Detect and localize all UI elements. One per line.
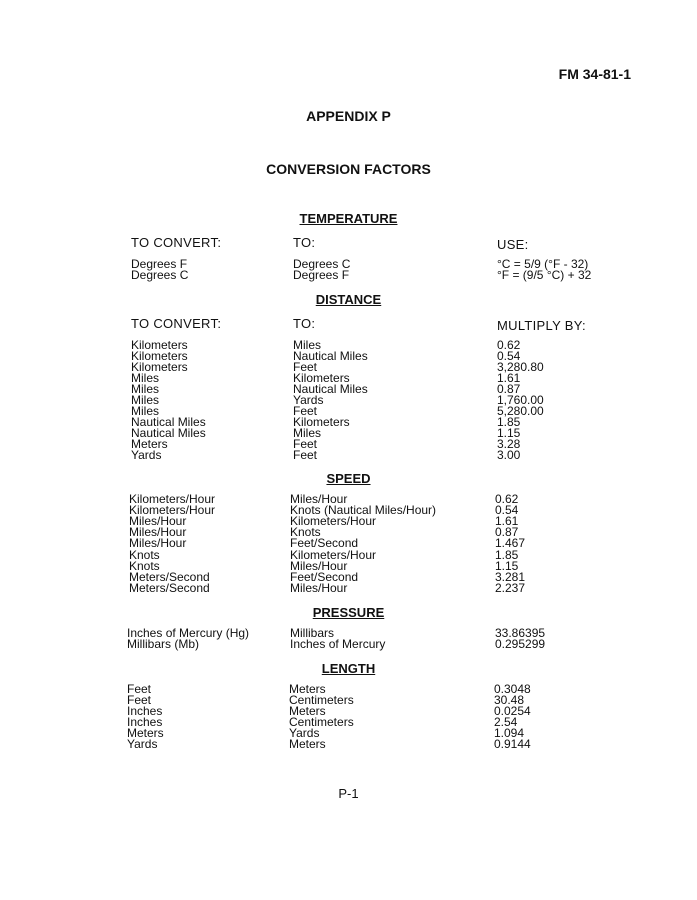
length-row-0-factor: 0.3048 [494, 682, 531, 696]
distance-row-3-convert-to: Kilometers [293, 371, 350, 385]
pressure-row-1-convert-from: Millibars (Mb) [127, 637, 199, 651]
length-row-5-convert-from: Yards [127, 737, 158, 751]
pressure-row-0-convert-to: Millibars [290, 626, 335, 640]
temperature-row-0-use: °C = 5/9 (°F - 32) [497, 257, 589, 271]
speed-row-3-factor: 0.87 [495, 525, 519, 540]
distance-row-10-convert-from: Yards [131, 448, 162, 462]
page-title: CONVERSION FACTORS [266, 161, 431, 177]
length-row-0-convert-to: Meters [289, 682, 326, 696]
speed-row-5-factor: 1.85 [495, 547, 519, 562]
distance-row-8-convert-from: Nautical Miles [131, 426, 206, 440]
speed-row-3-convert-from: Miles/Hour [129, 525, 187, 540]
distance-row-6-factor: 5,280.00 [497, 404, 544, 418]
distance-row-9-convert-to: Feet [293, 437, 318, 451]
speed-row-1-convert-to: Knots (Nautical Miles/Hour) [290, 503, 437, 518]
temperature-col-to: TO: [293, 235, 316, 250]
speed-row-8-convert-to: Miles/Hour [290, 580, 348, 595]
distance-heading: DISTANCE [315, 292, 382, 307]
speed-row-3-convert-to: Knots [290, 525, 321, 540]
speed-row-7-convert-from: Meters/Second [129, 569, 210, 584]
speed-row-4-convert-to: Feet/Second [290, 536, 359, 551]
length-row-2-convert-to: Meters [289, 704, 326, 718]
length-heading: LENGTH [321, 661, 376, 676]
distance-row-2-convert-to: Feet [293, 360, 318, 374]
distance-col-to: TO: [293, 316, 316, 331]
temperature-col-from: TO CONVERT: [131, 235, 222, 250]
distance-row-1-convert-from: Kilometers [131, 349, 188, 363]
distance-row-3-convert-from: Miles [131, 371, 160, 385]
distance-row-5-convert-from: Miles [131, 393, 160, 407]
speed-row-4-factor: 1.467 [495, 536, 526, 551]
pressure-row-1-factor: 0.295299 [495, 637, 546, 651]
temperature-row-0-convert-to: Degrees C [293, 257, 351, 271]
temperature-row-0-convert-from: Degrees F [131, 257, 188, 271]
distance-col-from: TO CONVERT: [131, 316, 222, 331]
speed-row-7-factor: 3.281 [495, 569, 526, 584]
distance-row-4-convert-to: Nautical Miles [293, 382, 368, 396]
speed-row-6-factor: 1.15 [495, 558, 519, 573]
speed-row-0-factor: 0.62 [495, 492, 519, 506]
length-row-5-factor: 0.9144 [494, 737, 531, 751]
length-row-5-convert-to: Meters [289, 737, 326, 751]
temperature-heading: TEMPERATURE [299, 211, 398, 226]
distance-row-5-factor: 1,760.00 [497, 393, 544, 407]
distance-row-7-convert-to: Kilometers [293, 415, 350, 429]
speed-row-5-convert-to: Kilometers/Hour [290, 547, 377, 562]
length-row-4-convert-to: Yards [289, 726, 320, 740]
distance-row-1-convert-to: Nautical Miles [293, 349, 368, 363]
length-row-3-factor: 2.54 [494, 715, 518, 729]
distance-row-3-factor: 1.61 [497, 371, 521, 385]
distance-row-9-factor: 3.28 [497, 437, 521, 451]
speed-row-1-factor: 0.54 [495, 503, 519, 518]
distance-row-9-convert-from: Meters [131, 437, 168, 451]
distance-row-2-convert-from: Kilometers [131, 360, 188, 374]
pressure-row-0-factor: 33.86395 [495, 626, 546, 640]
length-row-0-convert-from: Feet [127, 682, 152, 696]
speed-row-1-convert-from: Kilometers/Hour [129, 503, 216, 518]
speed-row-8-factor: 2.237 [495, 580, 526, 595]
distance-row-4-convert-from: Miles [131, 382, 160, 396]
pressure-heading: PRESSURE [312, 605, 385, 620]
length-row-1-convert-from: Feet [127, 693, 152, 707]
distance-row-2-factor: 3,280.80 [497, 360, 544, 374]
distance-row-7-convert-from: Nautical Miles [131, 415, 206, 429]
distance-row-8-convert-to: Miles [293, 426, 322, 440]
speed-row-2-convert-from: Miles/Hour [129, 514, 187, 529]
speed-row-0-convert-from: Kilometers/Hour [129, 492, 216, 506]
temperature-row-1-convert-from: Degrees C [131, 268, 189, 282]
distance-row-6-convert-from: Miles [131, 404, 160, 418]
length-row-1-factor: 30.48 [494, 693, 525, 707]
page-number: P-1 [338, 786, 359, 801]
speed-row-7-convert-to: Feet/Second [290, 569, 359, 584]
document-id: FM 34-81-1 [558, 66, 631, 82]
distance-row-4-factor: 0.87 [497, 382, 521, 396]
length-row-1-convert-to: Centimeters [289, 693, 354, 707]
appendix-title: APPENDIX P [306, 108, 391, 124]
distance-col-factor: MULTIPLY BY: [497, 318, 586, 333]
speed-row-8-convert-from: Meters/Second [129, 580, 210, 595]
speed-row-6-convert-to: Miles/Hour [290, 558, 348, 573]
speed-row-6-convert-from: Knots [129, 558, 160, 573]
speed-row-2-convert-to: Kilometers/Hour [290, 514, 377, 529]
distance-row-8-factor: 1.15 [497, 426, 521, 440]
distance-row-7-factor: 1.85 [497, 415, 521, 429]
length-row-2-convert-from: Inches [127, 704, 163, 718]
speed-row-2-factor: 1.61 [495, 514, 519, 529]
length-row-3-convert-from: Inches [127, 715, 163, 729]
distance-row-6-convert-to: Feet [293, 404, 318, 418]
pressure-row-0-convert-from: Inches of Mercury (Hg) [127, 626, 250, 640]
distance-row-5-convert-to: Yards [293, 393, 324, 407]
speed-row-5-convert-from: Knots [129, 547, 160, 562]
distance-row-0-factor: 0.62 [497, 338, 521, 352]
speed-heading: SPEED [326, 471, 371, 486]
temperature-row-1-convert-to: Degrees F [293, 268, 350, 282]
length-row-4-convert-from: Meters [127, 726, 164, 740]
temperature-row-1-use: °F = (9/5 °C) + 32 [497, 268, 592, 282]
distance-row-10-convert-to: Feet [293, 448, 318, 462]
speed-row-0-convert-to: Miles/Hour [290, 492, 348, 506]
distance-row-10-factor: 3.00 [497, 448, 521, 462]
distance-row-1-factor: 0.54 [497, 349, 521, 363]
length-row-2-factor: 0.0254 [494, 704, 531, 718]
length-row-4-factor: 1.094 [494, 726, 525, 740]
length-row-3-convert-to: Centimeters [289, 715, 354, 729]
distance-row-0-convert-to: Miles [293, 338, 322, 352]
pressure-row-1-convert-to: Inches of Mercury [290, 637, 386, 651]
speed-row-4-convert-from: Miles/Hour [129, 536, 187, 551]
distance-row-0-convert-from: Kilometers [131, 338, 188, 352]
temperature-col-use: USE: [497, 237, 529, 252]
